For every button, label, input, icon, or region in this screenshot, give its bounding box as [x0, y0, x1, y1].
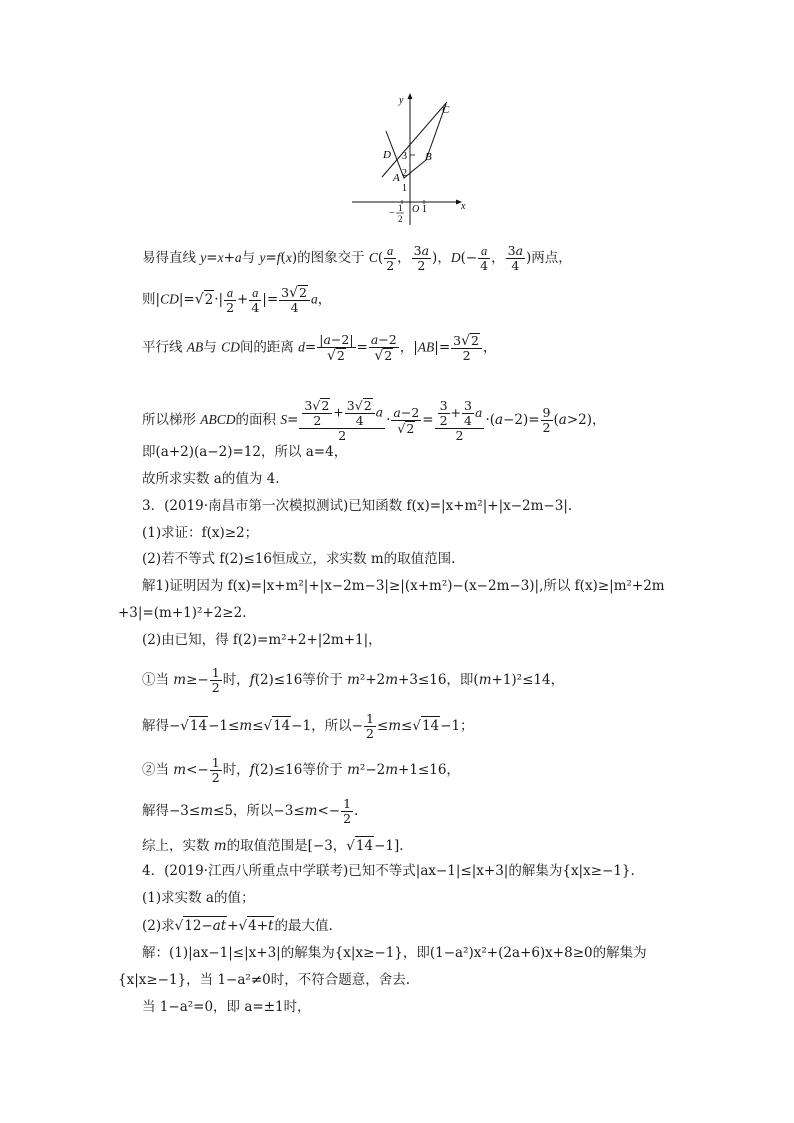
graph-f — [386, 104, 446, 178]
problem-3-title: 3．(2019·南昌市第一次模拟测试)已知函数 f(x)=|x+m²|+|x−2m−3|. — [142, 498, 573, 514]
point-A-label: A — [393, 172, 400, 184]
problem-4-solution-1c: 当 1−a²=0，即 a=±1时， — [142, 999, 311, 1015]
text-line-area: 所以梯形 ABCD的面积 S= $\frac{3√2}{2}$ + $\frac{3√2}{4}$ a 2 · $\frac{a-2}{√2}$ = $\frac{3}{2}$ + $\frac{3}{4}$ a 2 ·(a−2)= $\frac{9}{2}$ (a>2)， — [142, 397, 606, 443]
problem-4-solution-1b: {x|x≥−1}，当 1−a²≠0时，不符合题意，舍去. — [118, 972, 411, 988]
problem-3-case-1b: 解得−√14−1≤m≤√14−1，所以− $\frac{1}{2}$ ≤m≤√14−1； — [142, 711, 474, 741]
line-CD — [382, 102, 447, 177]
tick-neg-sign: − — [389, 208, 395, 219]
tick-2-label: 2 — [402, 168, 407, 179]
y-axis-arrow — [408, 93, 413, 99]
text-line-intersection: 易得直线 y=x+a与 y=f(x)的图象交于 C( $\frac{a}{2}$ ， $\frac{3a}{2}$ )，D(− $\frac{a}{4}$ ， $\frac{3a}{4}$ )两点， — [142, 243, 572, 273]
problem-3-solution-1b: +3|=(m+1)²+2≥2. — [118, 605, 247, 621]
text-line-equation: 即(a+2)(a−2)=12，所以 a=4， — [142, 444, 348, 460]
tick-3-label: 3 — [402, 151, 407, 162]
tick-1x-label: 1 — [422, 204, 427, 215]
point-C-label: C — [442, 104, 450, 116]
problem-3-case-2b: 解得−3≤m≤5，所以−3≤m<− $\frac{1}{2}$ . — [142, 796, 359, 826]
problem-3-part2: (2)若不等式 f(2)≤16恒成立，求实数 m的取值范围. — [142, 551, 456, 567]
text-line-answer-a: 故所求实数 a的值为 4. — [142, 471, 280, 487]
tick-half-den: 2 — [398, 214, 403, 224]
text-line-distance: 平行线 AB与 CD间的距离 d= $\frac{|a-2|}{√2}$ = $\frac{a-2}{√2}$ ，|AB|= $\frac{3√2}{2}$ ， — [142, 332, 497, 364]
problem-3-summary: 综上，实数 m的取值范围是[−3，√14−1]. — [142, 838, 404, 854]
problem-3-part1: (1)求证：f(x)≥2； — [142, 525, 259, 541]
axis-x-label: x — [461, 201, 466, 212]
problem-4-part1: (1)求实数 a的值； — [142, 890, 255, 906]
point-B-label: B — [425, 151, 432, 163]
problem-3-solution-2: (2)由已知，得 f(2)=m²+2+|2m+1|， — [142, 632, 382, 648]
problem-4-title: 4．(2019·江西八所重点中学联考)已知不等式|ax−1|≤|x+3|的解集为{x|x≥−1}. — [142, 863, 635, 879]
tick-1y-label: 1 — [402, 183, 407, 194]
problem-3-case-2: ②当 m<− $\frac{1}{2}$ 时，f(2)≤16等价于 m²−2m+1≤16， — [142, 755, 460, 785]
trapezoid-figure — [0, 0, 794, 240]
tick-half-num: 1 — [398, 203, 403, 213]
text-line-cd-length: 则|CD|=√2·| $\frac{a}{2}$ + $\frac{a}{4}$ |= $\frac{3√2}{4}$ a， — [142, 285, 332, 315]
problem-4-part2: (2)求√12−at+√4+t的最大值. — [142, 918, 333, 934]
problem-3-solution-1a: 解1)证明因为 f(x)=|x+m²|+|x−2m−3|≥|(x+m²)−(x−2m−3)|,所以 f(x)≥|m²+2m — [142, 578, 665, 594]
problem-4-solution-1a: 解：(1)|ax−1|≤|x+3|的解集为{x|x≥−1}，即(1−a²)x²+(2a+6)x+8≥0的解集为 — [142, 945, 647, 961]
origin-label: O — [412, 204, 420, 215]
problem-3-case-1: ①当 m≥− $\frac{1}{2}$ 时，f(2)≤16等价于 m²+2m+3≤16，即(m+1)²≤14， — [142, 665, 565, 695]
point-D-label: D — [383, 149, 391, 161]
axis-y-label: y — [399, 95, 404, 106]
